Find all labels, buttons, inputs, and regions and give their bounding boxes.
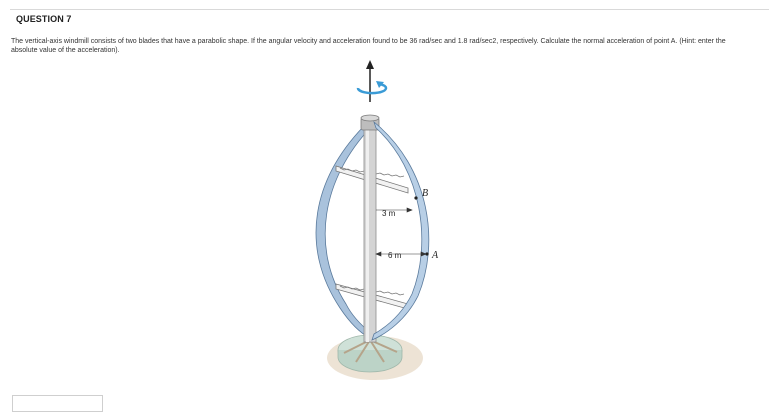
question-text: The vertical-axis windmill consists of two blades that have a parabolic shape. If the angular velocity and acceleration found to be 36 rad/sec and 1.8 rad/sec2, respectively. Calculate the normal acceleration of point A. (Hint: enter the absolute value of the acceleration). [11,38,726,54]
mast [364,122,376,342]
windmill-figure [300,58,450,386]
top-divider [10,9,769,10]
point-A-label: A [432,250,439,261]
question-title: QUESTION 7 [16,14,72,24]
axis-arrowhead [366,60,374,69]
dimension-3m-label: 3 m [382,209,396,218]
point-B-label: B [422,188,429,199]
point-A [425,252,428,255]
windmill-diagram [300,58,450,386]
answer-input[interactable] [12,395,103,412]
hub-top [361,115,379,121]
rotation-arrow-icon [358,81,386,93]
point-B [414,196,417,199]
dimension-6m-label: 6 m [388,251,402,260]
mast-highlight [366,122,369,342]
